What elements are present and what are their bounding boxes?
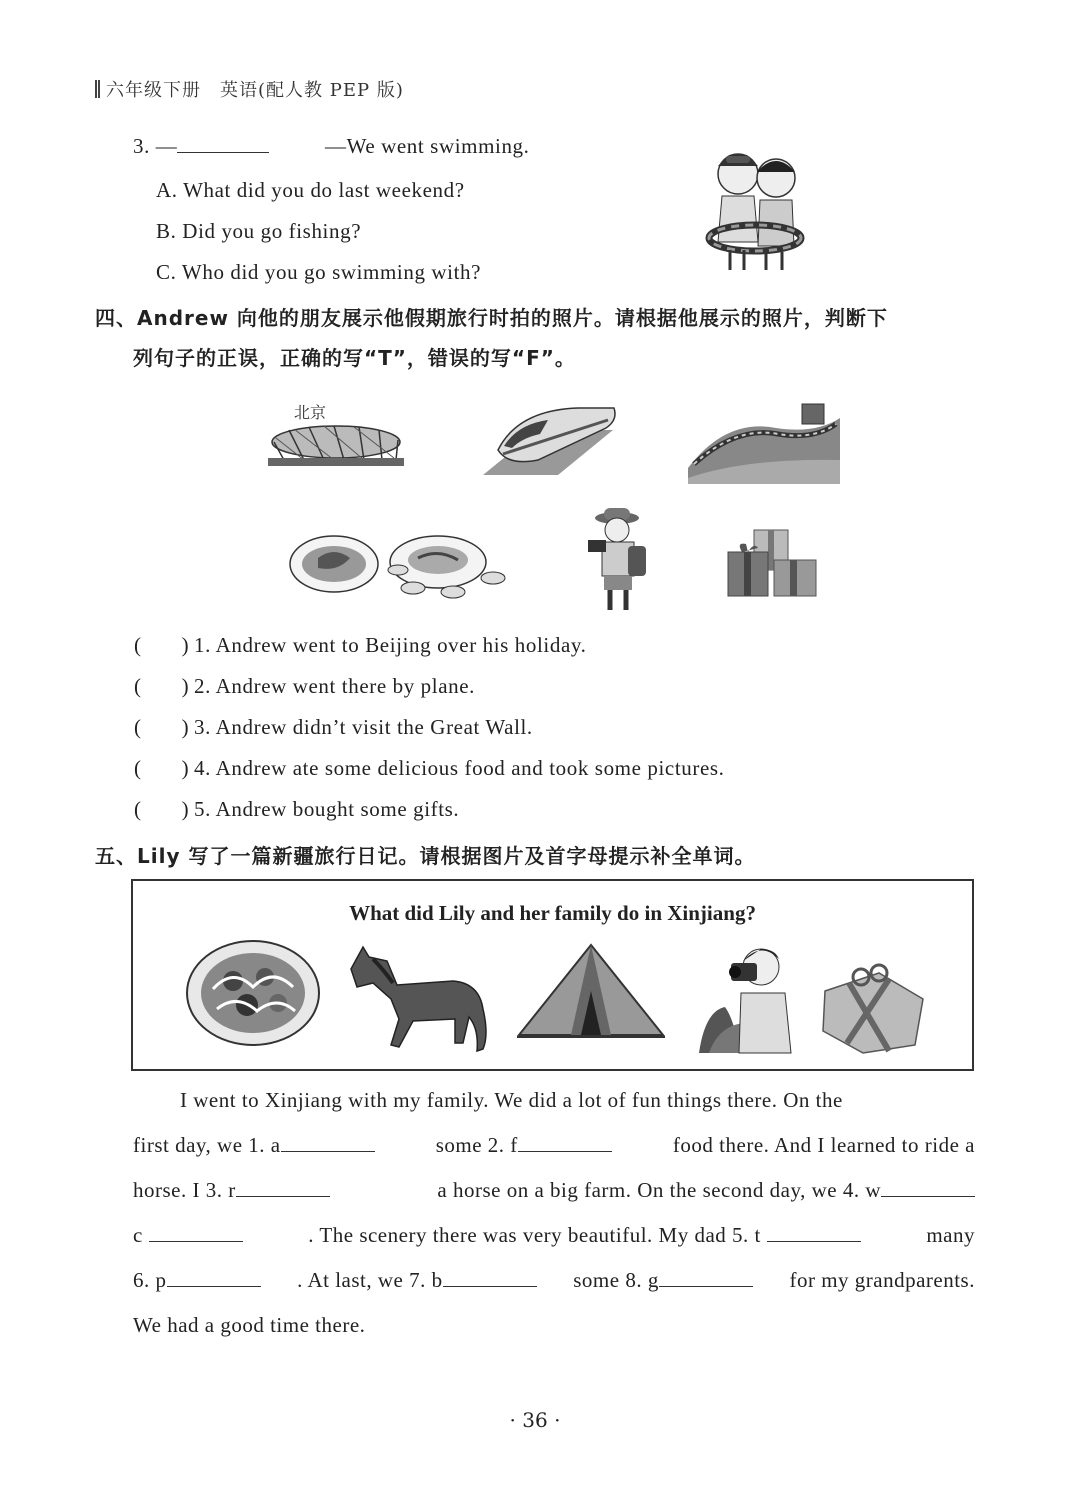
answer-paren[interactable] <box>134 715 194 740</box>
passage-segment <box>573 1258 753 1303</box>
high-speed-train-photo <box>478 390 618 480</box>
blank-2[interactable] <box>518 1133 612 1152</box>
blank-7[interactable] <box>443 1268 537 1287</box>
passage-text: c <box>133 1223 143 1247</box>
passage-text: some 2. f <box>435 1133 518 1157</box>
paren-close: ) <box>181 633 190 657</box>
food-plate-icon <box>183 937 323 1053</box>
passage-text: We had a good time there. <box>133 1313 366 1337</box>
blank-1[interactable] <box>281 1133 375 1152</box>
passage-segment <box>437 1168 975 1213</box>
gift-boxes-photo <box>724 526 819 598</box>
photographer-icon <box>695 941 803 1057</box>
passage-segment <box>297 1258 537 1303</box>
paren-close: ) <box>181 756 190 780</box>
tf-item-1 <box>134 633 586 658</box>
tf-item-4 <box>134 756 725 781</box>
tf-item-5 <box>134 797 459 822</box>
blank-6[interactable] <box>167 1268 261 1287</box>
paren-close: ) <box>181 674 190 698</box>
blank-8[interactable] <box>659 1268 753 1287</box>
passage-text: 6. p <box>133 1268 167 1292</box>
passage-text: . The scenery there was very beautiful. My dad 5. t <box>308 1223 761 1247</box>
passage-text: first day, we 1. a <box>133 1133 281 1157</box>
blank-4a[interactable] <box>881 1178 975 1197</box>
passage-line-6 <box>133 1303 975 1348</box>
swimming-boys-illustration <box>700 142 810 272</box>
tf-item-2 <box>134 674 475 699</box>
header-text: 六年级下册 英语(配人教 PEP 版) <box>106 80 404 101</box>
section4-title-line2: 列句子的正误，正确的写“T”，错误的写“F”。 <box>133 346 576 370</box>
passage-text: a horse on a big farm. On the second day, we 4. w <box>437 1178 881 1202</box>
horse-icon <box>343 939 493 1057</box>
passage-text: horse. I 3. r <box>133 1178 236 1202</box>
section5-title: 五、Lily 写了一篇新疆旅行日记。请根据图片及首字母提示补全单词。 <box>95 844 756 868</box>
answer-paren[interactable] <box>134 797 194 822</box>
passage-segment <box>133 1168 330 1213</box>
q3-answer: —We went swimming. <box>325 134 530 158</box>
beijing-label: 北京 <box>294 403 327 422</box>
box-title: What did Lily and her family do in Xinjiang? <box>349 901 756 925</box>
gift-box-icon <box>819 951 929 1055</box>
passage-line-4 <box>133 1213 975 1258</box>
answer-paren[interactable] <box>134 674 194 699</box>
passage-segment <box>133 1123 375 1168</box>
header-bar <box>95 80 100 98</box>
q3-number: 3. — <box>133 134 178 158</box>
tf-item-3 <box>134 715 533 740</box>
tf-text: 5. Andrew bought some gifts. <box>194 797 460 821</box>
blank-4b[interactable] <box>149 1223 243 1242</box>
paren-close: ) <box>181 715 190 739</box>
q3-option-a: A. What did you do last weekend? <box>156 178 465 202</box>
tent-icon <box>515 941 667 1041</box>
page-number: · 36 · <box>509 1408 561 1432</box>
passage-text: I went to Xinjiang with my family. We did a lot of fun things there. On the <box>180 1088 843 1112</box>
paren-open: ( <box>134 674 142 698</box>
passage-text: for my grandparents. <box>789 1268 975 1292</box>
birds-nest-stadium-photo <box>264 420 409 470</box>
passage-segment <box>133 1258 261 1303</box>
tf-text: 2. Andrew went there by plane. <box>194 674 476 698</box>
blank-5[interactable] <box>767 1223 861 1242</box>
paren-open: ( <box>134 715 142 739</box>
answer-paren[interactable] <box>134 756 194 781</box>
paren-open: ( <box>134 756 142 780</box>
tf-text: 3. Andrew didn’t visit the Great Wall. <box>194 715 533 739</box>
page-header <box>95 76 404 102</box>
q3-option-b: B. Did you go fishing? <box>156 219 362 243</box>
picture-box <box>131 879 974 1071</box>
paren-close: ) <box>181 797 190 821</box>
boy-with-camera-photo <box>584 506 654 616</box>
passage-line-5 <box>133 1258 975 1303</box>
paren-open: ( <box>134 633 142 657</box>
paren-open: ( <box>134 797 142 821</box>
passage-text: some 8. g <box>573 1268 659 1292</box>
food-dishes-photo <box>288 520 513 605</box>
answer-paren[interactable] <box>134 633 194 658</box>
section4-title-line1: 四、Andrew 向他的朋友展示他假期旅行时拍的照片。请根据他展示的照片，判断下 <box>95 306 888 330</box>
passage-text: food there. And I learned to ride a <box>672 1133 975 1157</box>
q3-blank[interactable] <box>177 134 269 153</box>
tf-text: 4. Andrew ate some delicious food and took some pictures. <box>194 756 725 780</box>
passage-segment <box>308 1213 860 1258</box>
blank-3[interactable] <box>236 1178 330 1197</box>
passage-line-2 <box>133 1123 975 1168</box>
q3-option-c: C. Who did you go swimming with? <box>156 260 482 284</box>
passage <box>133 1078 975 1348</box>
passage-line-1 <box>133 1078 975 1123</box>
passage-line-3 <box>133 1168 975 1213</box>
passage-segment <box>436 1123 612 1168</box>
passage-text: many <box>926 1223 975 1247</box>
tf-text: 1. Andrew went to Beijing over his holiday. <box>194 633 587 657</box>
passage-segment <box>133 1213 243 1258</box>
passage-text: . At last, we 7. b <box>297 1268 443 1292</box>
q3-question <box>133 134 269 159</box>
great-wall-photo <box>686 398 842 484</box>
